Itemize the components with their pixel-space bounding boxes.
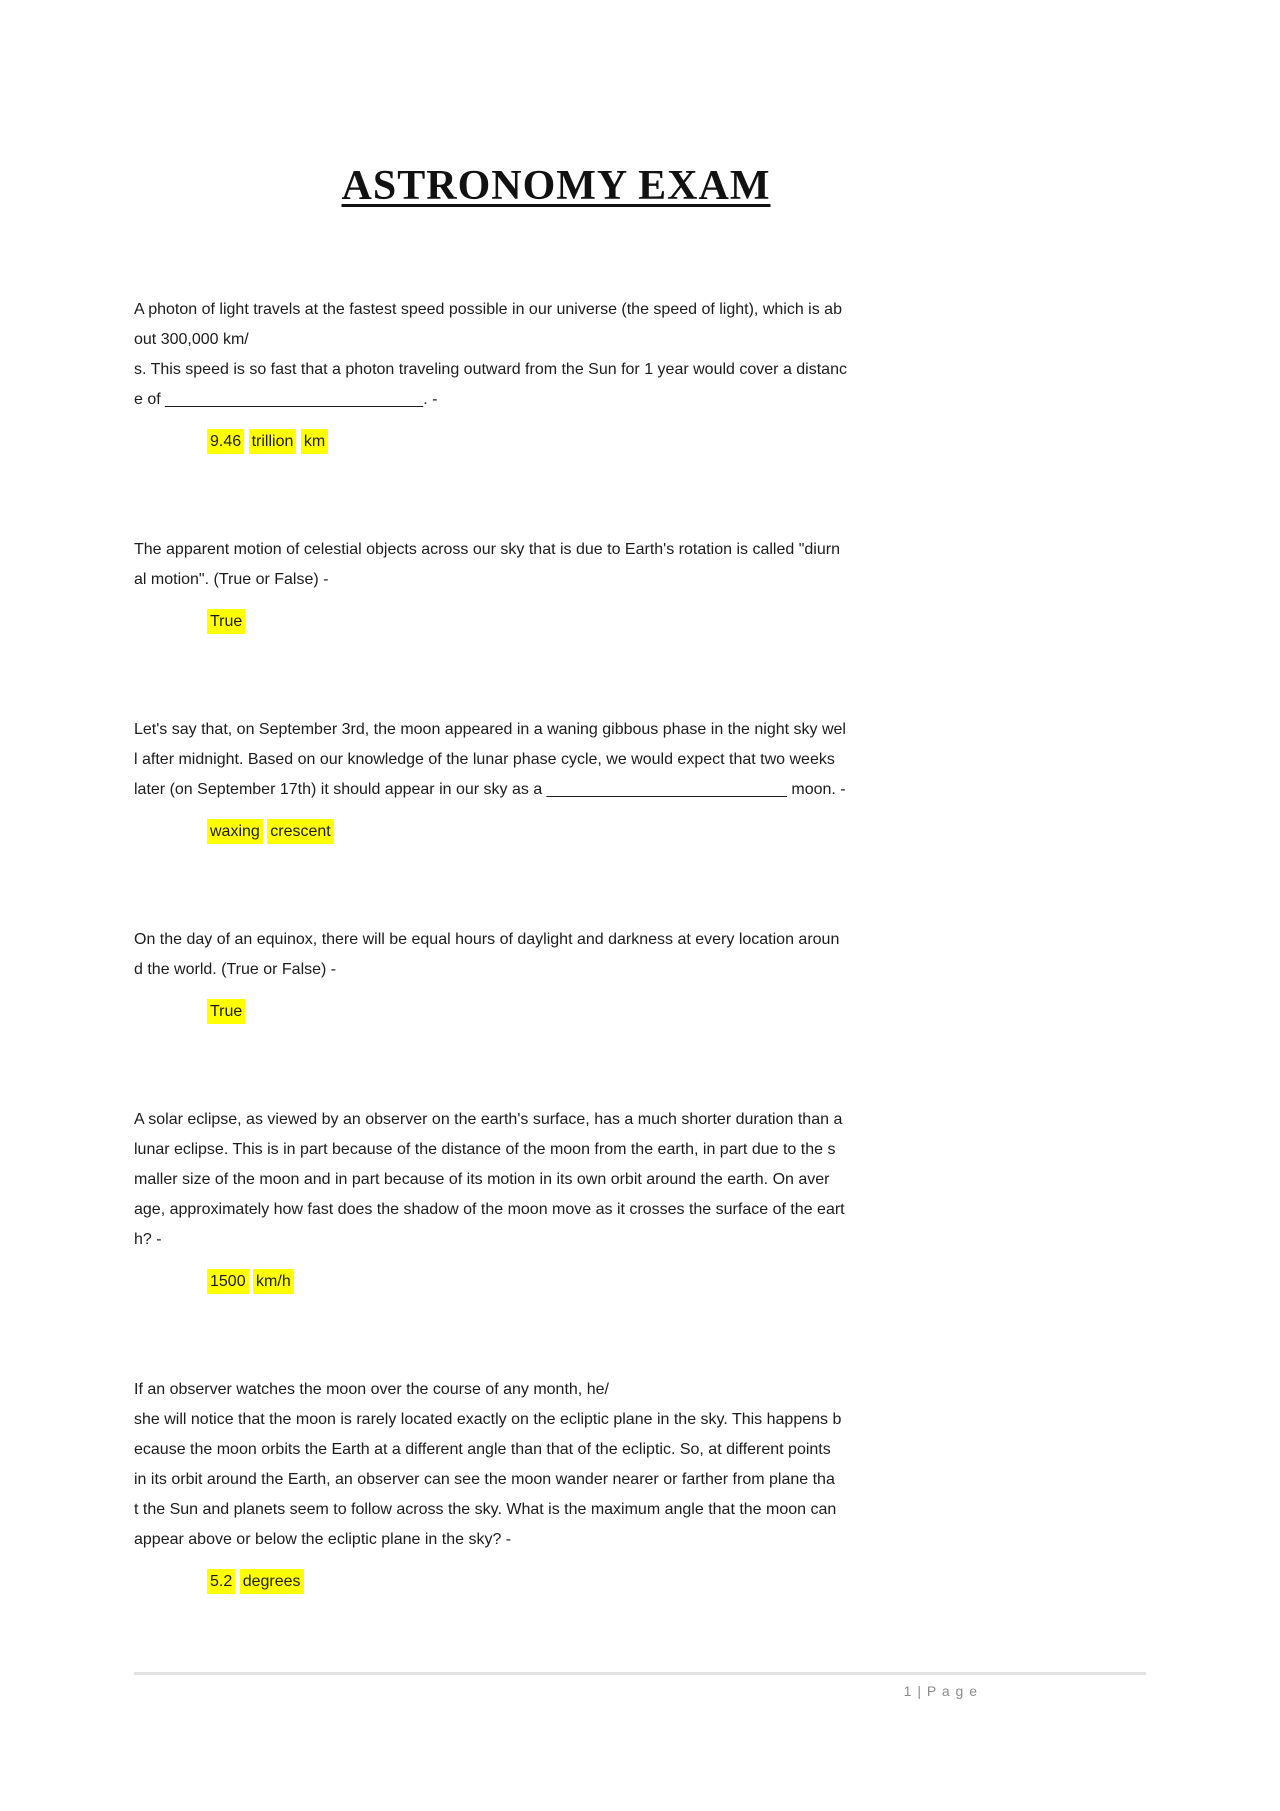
question-block xyxy=(134,1105,978,1297)
question-line: maller size of the moon and in part because of its motion in its own orbit around the earth. On aver xyxy=(134,1171,830,1188)
highlight-word: 5.2 xyxy=(207,1569,235,1594)
question-line: appear above or below the ecliptic plane in the sky? - xyxy=(134,1531,512,1548)
highlight-word: 1500 xyxy=(207,1269,249,1294)
answer-highlight xyxy=(207,1267,978,1297)
question-line: The apparent motion of celestial objects across our sky that is due to Earth's rotation is called "diurn xyxy=(134,541,840,558)
question-line: age, approximately how fast does the shadow of the moon move as it crosses the surface of the eart xyxy=(134,1201,845,1218)
highlight-word: 9.46 xyxy=(207,429,244,454)
question-line: she will notice that the moon is rarely located exactly on the ecliptic plane in the sky. This happens b xyxy=(134,1411,842,1428)
question-line: in its orbit around the Earth, an observer can see the moon wander nearer or farther from plane tha xyxy=(134,1471,835,1488)
highlight-word: True xyxy=(207,999,245,1024)
question-line: On the day of an equinox, there will be equal hours of daylight and darkness at every location aroun xyxy=(134,931,840,948)
highlight-word: km/h xyxy=(253,1269,294,1294)
question-line: d the world. (True or False) - xyxy=(134,961,337,978)
highlight-word: km xyxy=(301,429,328,454)
footer-divider xyxy=(134,1672,1146,1675)
question-line: t the Sun and planets seem to follow across the sky. What is the maximum angle that the moon can xyxy=(134,1501,837,1518)
highlight-word: True xyxy=(207,609,245,634)
answer-highlight xyxy=(207,607,978,637)
question-line: e of _____________________________. - xyxy=(134,391,438,408)
question-line: l after midnight. Based on our knowledge of the lunar phase cycle, we would expect that two weeks xyxy=(134,751,835,768)
question-block xyxy=(134,925,978,1027)
answer-highlight xyxy=(207,1567,978,1597)
highlight-word: degrees xyxy=(240,1569,304,1594)
question-line: ecause the moon orbits the Earth at a different angle than that of the ecliptic. So, at different points xyxy=(134,1441,831,1458)
question-line: If an observer watches the moon over the course of any month, he/ xyxy=(134,1381,609,1398)
answer-highlight xyxy=(207,997,978,1027)
question-block xyxy=(134,295,978,457)
question-line: A solar eclipse, as viewed by an observer on the earth's surface, has a much shorter duration than a xyxy=(134,1111,843,1128)
question-line: out 300,000 km/ xyxy=(134,331,249,348)
question-line: h? - xyxy=(134,1231,162,1248)
page-number: 1 | P a g e xyxy=(903,1683,978,1699)
question-block xyxy=(134,1375,978,1597)
highlight-word: trillion xyxy=(249,429,297,454)
question-line: al motion". (True or False) - xyxy=(134,571,329,588)
highlight-word: crescent xyxy=(267,819,333,844)
page-footer xyxy=(134,1672,1146,1699)
answer-highlight xyxy=(207,817,978,847)
question-line: later (on September 17th) it should appear in our sky as a ___________________________ moon. - xyxy=(134,781,846,798)
answer-highlight xyxy=(207,427,978,457)
question-block xyxy=(134,535,978,637)
question-line: Let's say that, on September 3rd, the moon appeared in a waning gibbous phase in the night sky wel xyxy=(134,721,846,738)
page-title: ASTRONOMY EXAM xyxy=(341,163,771,209)
question-block xyxy=(134,715,978,847)
question-line: lunar eclipse. This is in part because of the distance of the moon from the earth, in part due to the s xyxy=(134,1141,836,1158)
question-line: A photon of light travels at the fastest speed possible in our universe (the speed of light), which is ab xyxy=(134,301,842,318)
highlight-word: waxing xyxy=(207,819,263,844)
question-line: s. This speed is so fast that a photon traveling outward from the Sun for 1 year would cover a distanc xyxy=(134,361,847,378)
